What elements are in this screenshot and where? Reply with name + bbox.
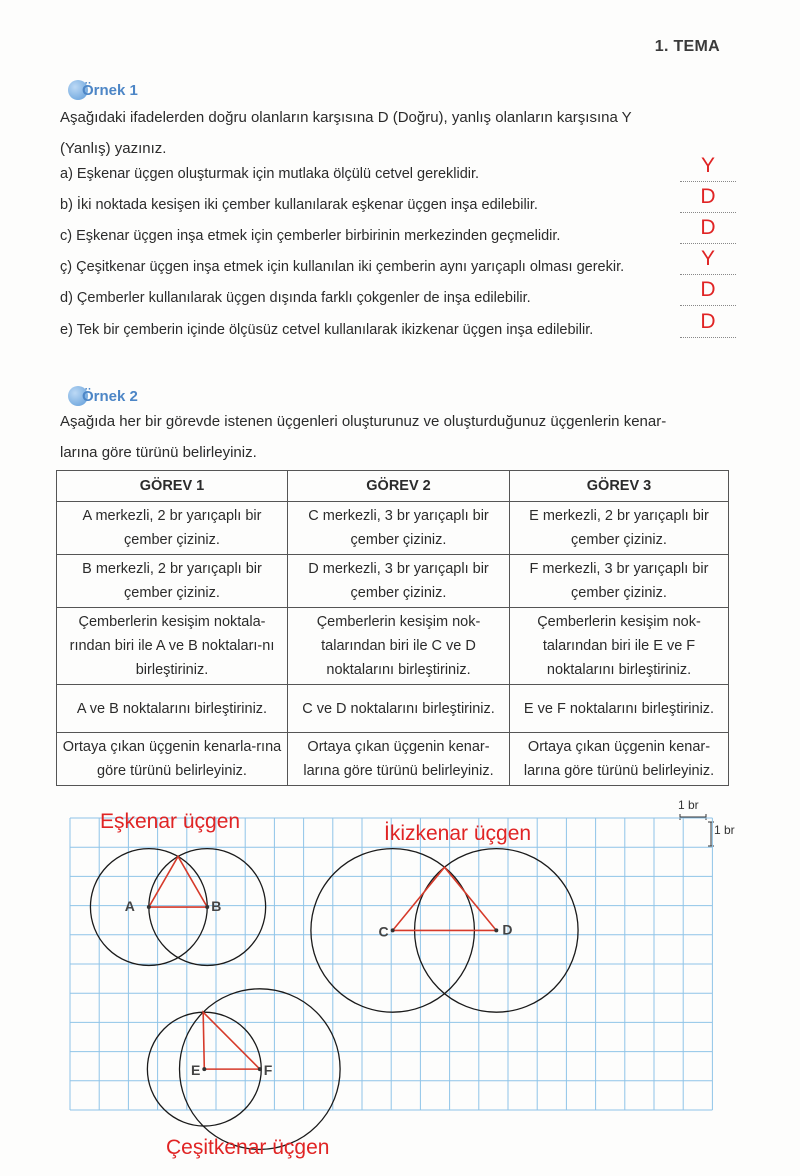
table-header-cell: GÖREV 1	[57, 471, 288, 502]
answer-mark: D	[700, 216, 716, 239]
point-label-e: E	[190, 1062, 201, 1079]
answer-mark: D	[700, 185, 716, 208]
statement-item: c) Eşkenar üçgen inşa etmek için çemberler birbirinin merkezinden geçmelidir.	[60, 228, 561, 244]
point-label-c: C	[378, 923, 389, 940]
table-cell: D merkezli, 3 br yarıçaplı bir çember çiziniz.	[288, 555, 510, 608]
point-c	[391, 928, 395, 932]
statement-item: e) Tek bir çemberin içinde ölçüsüz cetvel kullanılarak ikizkenar üçgen inşa edilebilir.	[60, 322, 594, 338]
unit-horizontal-label: 1 br	[678, 798, 699, 812]
instruction-line-1: Aşağıda her bir görevde istenen üçgenleri oluşturunuz ve oluşturduğunuz üçgenlerin kenar-	[60, 413, 667, 430]
statement-item: a) Eşkenar üçgen oluşturmak için mutlaka ölçülü cetvel gereklidir.	[60, 166, 480, 182]
table-cell: Çemberlerin kesişim noktala-rından biri ile A ve B noktaları-nı birleştiriniz.	[57, 608, 288, 685]
answer-mark: D	[700, 278, 716, 301]
statement-item: d) Çemberler kullanılarak üçgen dışında farklı çokgenler de inşa edilebilir.	[60, 290, 531, 306]
table-header-cell: GÖREV 2	[288, 471, 510, 502]
equilateral-label: Eşkenar üçgen	[100, 810, 241, 833]
table-cell: E merkezli, 2 br yarıçaplı bir çember çiziniz.	[510, 502, 729, 555]
theme-title: 1. TEMA	[654, 38, 720, 55]
example-2-label: Örnek 2	[82, 387, 138, 405]
point-e	[202, 1067, 206, 1071]
unit-vertical-label: 1 br	[714, 823, 735, 837]
point-d	[494, 928, 498, 932]
statement-item: ç) Çeşitkenar üçgen inşa etmek için kullanılan iki çemberin aynı yarıçaplı olması gerekir.	[60, 259, 625, 275]
table-cell: Çemberlerin kesişim nok-talarından biri ile C ve D noktalarını birleştiriniz.	[288, 608, 510, 685]
isosceles-label: İkizkenar üçgen	[384, 822, 532, 845]
table-cell: E ve F noktalarını birleştiriniz.	[510, 685, 729, 733]
table-cell: A ve B noktalarını birleştiriniz.	[57, 685, 288, 733]
table-cell: F merkezli, 3 br yarıçaplı bir çember çiziniz.	[510, 555, 729, 608]
answer-mark: Y	[700, 247, 715, 270]
point-label-f: F	[263, 1062, 273, 1079]
answer-mark: Y	[700, 154, 715, 177]
point-label-d: D	[502, 921, 513, 938]
point-a	[147, 905, 151, 909]
point-f	[258, 1067, 262, 1071]
table-cell: C merkezli, 3 br yarıçaplı bir çember çiziniz.	[288, 502, 510, 555]
table-cell: Çemberlerin kesişim nok-talarından biri ile E ve F noktalarını birleştiriniz.	[510, 608, 729, 685]
point-label-a: A	[124, 898, 135, 915]
statement-item: b) İki noktada kesişen iki çember kullanılarak eşkenar üçgen inşa edilebilir.	[60, 197, 538, 213]
triangle-ef	[203, 1012, 260, 1069]
table-cell: C ve D noktalarını birleştiriniz.	[288, 685, 510, 733]
instruction-line-2: larına göre türünü belirleyiniz.	[60, 444, 257, 461]
table-cell: Ortaya çıkan üçgenin kenar-larına göre türünü belirleyiniz.	[510, 733, 729, 786]
table-cell: B merkezli, 2 br yarıçaplı bir çember çiziniz.	[57, 555, 288, 608]
answer-mark: D	[700, 310, 716, 333]
point-label-b: B	[211, 898, 222, 915]
table-cell: Ortaya çıkan üçgenin kenarla-rına göre türünü belirleyiniz.	[57, 733, 288, 786]
instruction-line-2: (Yanlış) yazınız.	[60, 140, 167, 157]
instruction-line-1: Aşağıdaki ifadelerden doğru olanların karşısına D (Doğru), yanlış olanların karşısına Y	[60, 109, 632, 126]
table-header-cell: GÖREV 3	[510, 471, 729, 502]
table-cell: Ortaya çıkan üçgenin kenar-larına göre türünü belirleyiniz.	[288, 733, 510, 786]
example-1-label: Örnek 1	[82, 81, 138, 99]
table-cell: A merkezli, 2 br yarıçaplı bir çember çiziniz.	[57, 502, 288, 555]
point-b	[205, 905, 209, 909]
scalene-label: Çeşitkenar üçgen	[166, 1136, 330, 1159]
